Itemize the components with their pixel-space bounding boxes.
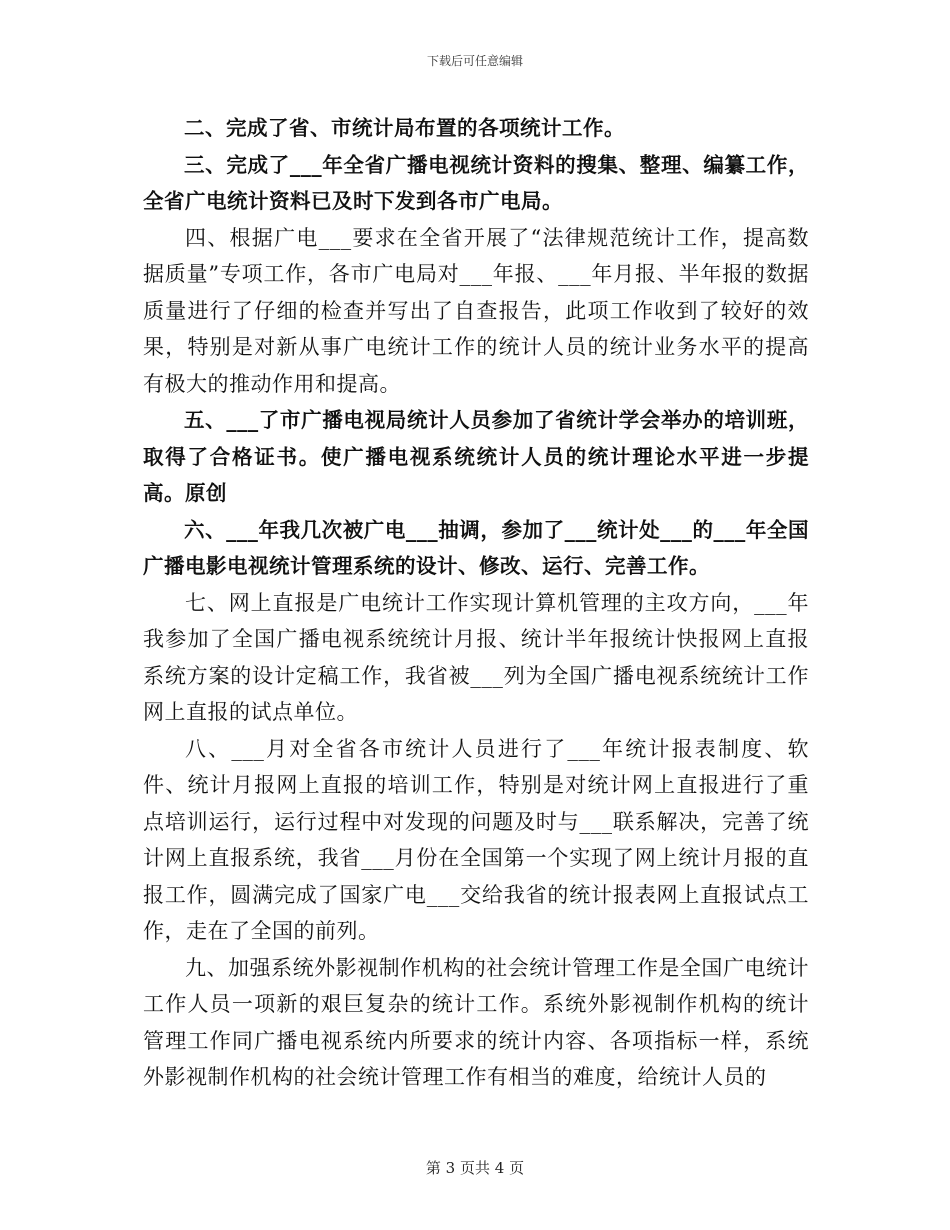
document-body <box>143 110 809 1096</box>
page-header: 下载后可任意编辑 <box>426 54 523 68</box>
paragraph-3: 三、完成了___年全省广播电视统计资料的搜集、整理、编纂工作，全省广电统计资料已及时下发到各市广电局。 <box>143 152 809 213</box>
paragraph-4: 四、根据广电___要求在全省开展了“法律规范统计工作，提高数据质量”专项工作，各市广电局对___年报、___年月报、半年报的数据质量进行了仔细的检查并写出了自查报告，此项工作收到了较好的效果，特别是对新从事广电统计工作的统计人员的统计业务水平的提高有极大的推动作用和提高。 <box>143 225 809 396</box>
page-footer: 第 3 页共 4 页 <box>425 1159 525 1177</box>
paragraph-2: 二、完成了省、市统计局布置的各项统计工作。 <box>184 116 625 140</box>
paragraph-5: 五、___了市广播电视局统计人员参加了省统计学会举办的培训班，取得了合格证书。使广播电视系统统计人员的统计理论水平进一步提高。原创 <box>143 408 809 505</box>
paragraph-8: 八、___月对全省各市统计人员进行了___年统计报表制度、软件、统计月报网上直报的培训工作，特别是对统计网上直报进行了重点培训运行，运行过程中对发现的问题及时与___联系解决，完善了统计网上直报系统，我省___月份在全国第一个实现了网上统计月报的直报工作，圆满完成了国家广电___交给我省的统计报表网上直报试点工作，走在了全国的前列。 <box>143 736 809 943</box>
paragraph-6: 六、___年我几次被广电___抽调，参加了___统计处___的___年全国广播电影电视统计管理系统的设计、修改、运行、完善工作。 <box>143 517 809 578</box>
paragraph-7: 七、网上直报是广电统计工作实现计算机管理的主攻方向，___年我参加了全国广播电视系统统计月报、统计半年报统计快报网上直报系统方案的设计定稿工作，我省被___列为全国广播电视系统统计工作网上直报的试点单位。 <box>143 590 809 724</box>
paragraph-9: 九、加强系统外影视制作机构的社会统计管理工作是全国广电统计工作人员一项新的艰巨复杂的统计工作。系统外影视制作机构的统计管理工作同广播电视系统内所要求的统计内容、各项指标一样，系统外影视制作机构的社会统计管理工作有相当的难度，给统计人员的 <box>143 955 809 1089</box>
